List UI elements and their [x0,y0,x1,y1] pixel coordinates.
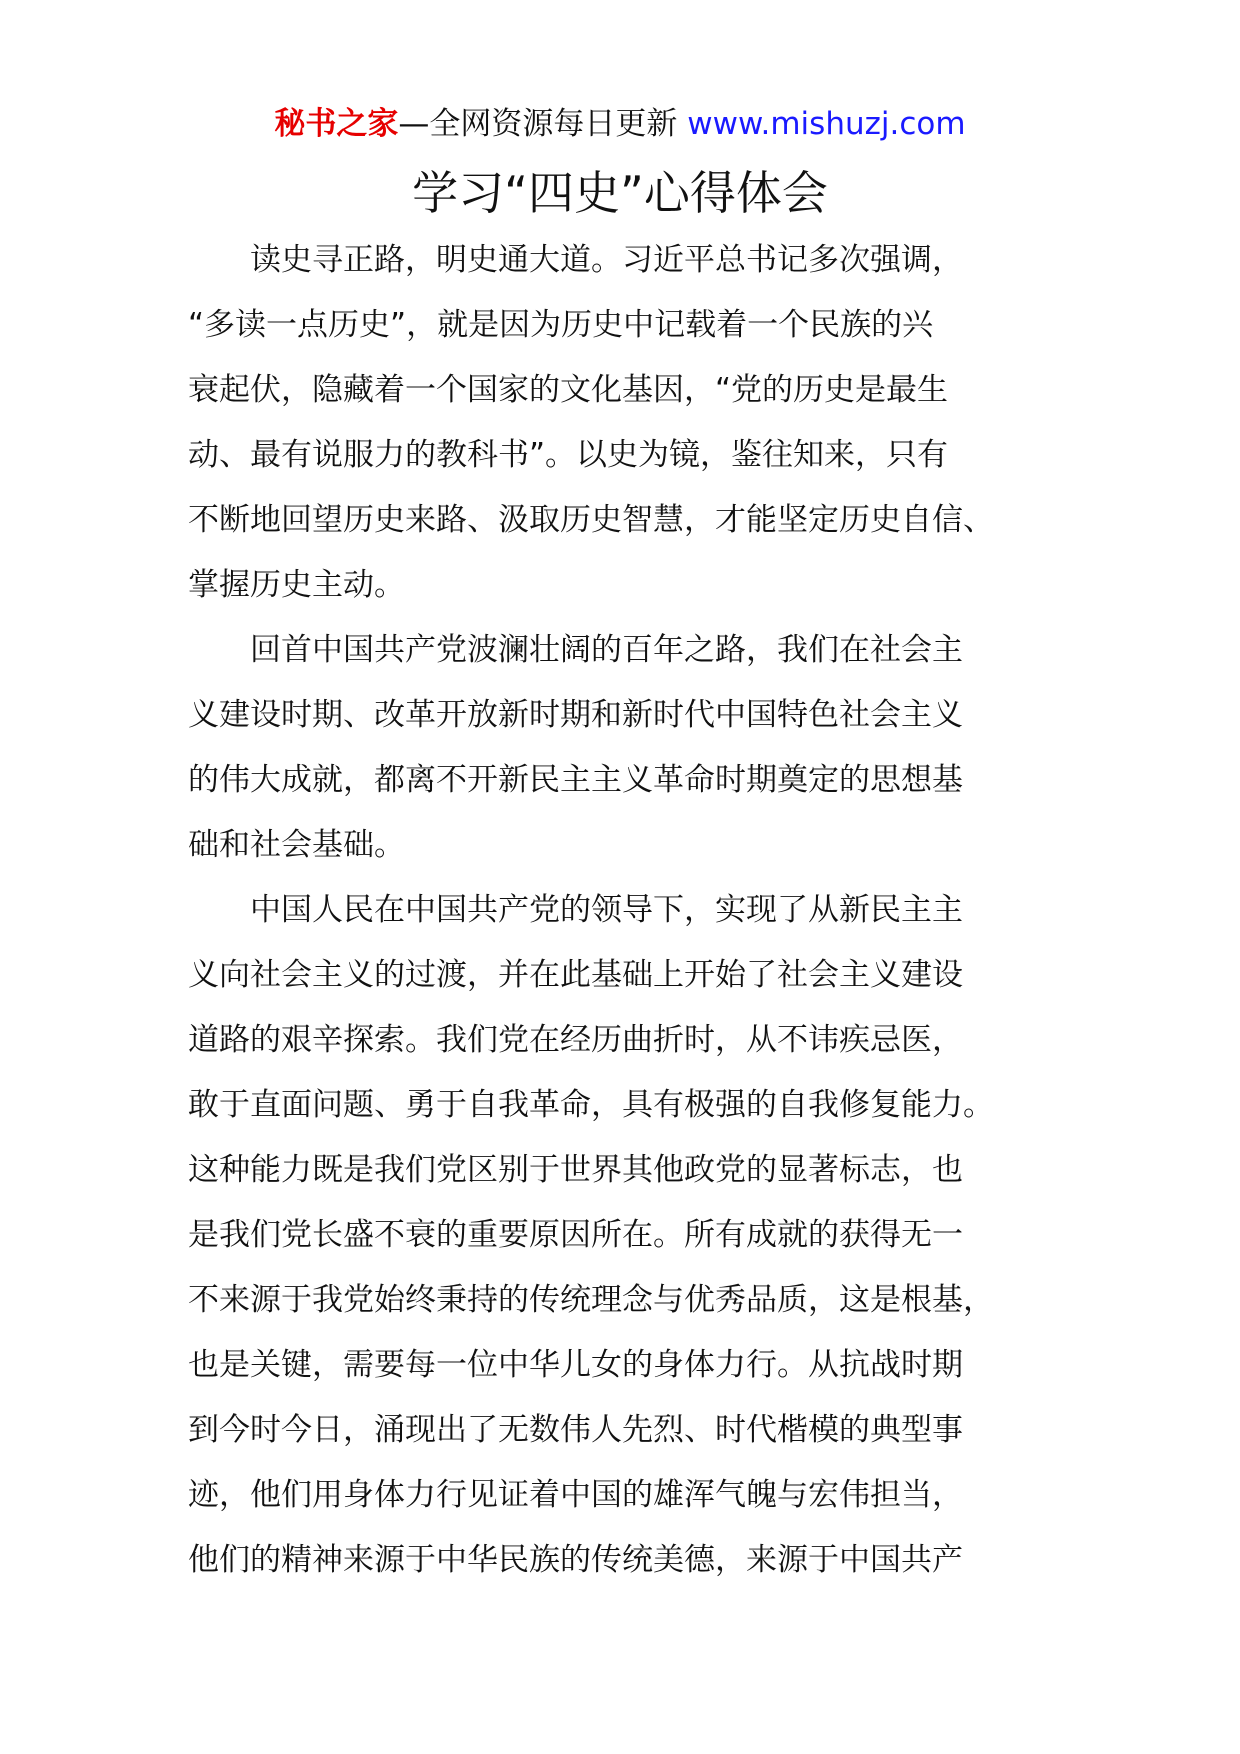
paragraph-1 [188,228,1068,618]
text-line: 义向社会主义的过渡，并在此基础上开始了社会主义建设 [188,957,963,993]
paragraph-3 [188,878,1068,1593]
brand-name: 秘书之家 [274,106,399,142]
text-line: 础和社会基础。 [188,827,405,863]
text-line: 不来源于我党始终秉持的传统理念与优秀品质，这是根基， [188,1282,994,1318]
document-body [188,228,1068,1593]
text-line: “多读一点历史”，就是因为历史中记载着一个民族的兴 [188,307,934,343]
text-line: 道路的艰辛探索。我们党在经历曲折时，从不讳疾忌医， [188,1022,963,1058]
text-line: 他们的精神来源于中华民族的传统美德，来源于中国共产 [188,1542,963,1578]
text-line: 不断地回望历史来路、汲取历史智慧，才能坚定历史自信、 [188,502,994,538]
text-line: 敢于直面问题、勇于自我革命，具有极强的自我修复能力。 [188,1087,994,1123]
text-line: 迹，他们用身体力行见证着中国的雄浑气魄与宏伟担当， [188,1477,963,1513]
text-line: 的伟大成就，都离不开新民主主义革命时期奠定的思想基 [188,762,963,798]
text-line: 中国人民在中国共产党的领导下，实现了从新民主主 [188,892,963,928]
text-line: 动、最有说服力的教科书”。以史为镜，鉴往知来，只有 [188,437,949,473]
text-line: 到今时今日，涌现出了无数伟人先烈、时代楷模的典型事 [188,1412,963,1448]
header-tagline: —全网资源每日更新 [398,106,688,142]
document-title: 学习“四史”心得体会 [412,166,828,220]
text-line: 这种能力既是我们党区别于世界其他政党的显著标志，也 [188,1152,963,1188]
text-line: 衰起伏，隐藏着一个国家的文化基因，“党的历史是最生 [188,372,949,408]
text-line: 回首中国共产党波澜壮阔的百年之路，我们在社会主 [188,632,963,668]
text-line: 也是关键，需要每一位中华儿女的身体力行。从抗战时期 [188,1347,963,1383]
site-header [0,102,1240,146]
paragraph-2 [188,618,1068,878]
site-url-link[interactable]: www.mishuzj.com [687,106,966,142]
text-line: 是我们党长盛不衰的重要原因所在。所有成就的获得无一 [188,1217,963,1253]
text-line: 掌握历史主动。 [188,567,405,603]
text-line: 义建设时期、改革开放新时期和新时代中国特色社会主义 [188,697,963,733]
text-line: 读史寻正路，明史通大道。习近平总书记多次强调， [188,242,963,278]
